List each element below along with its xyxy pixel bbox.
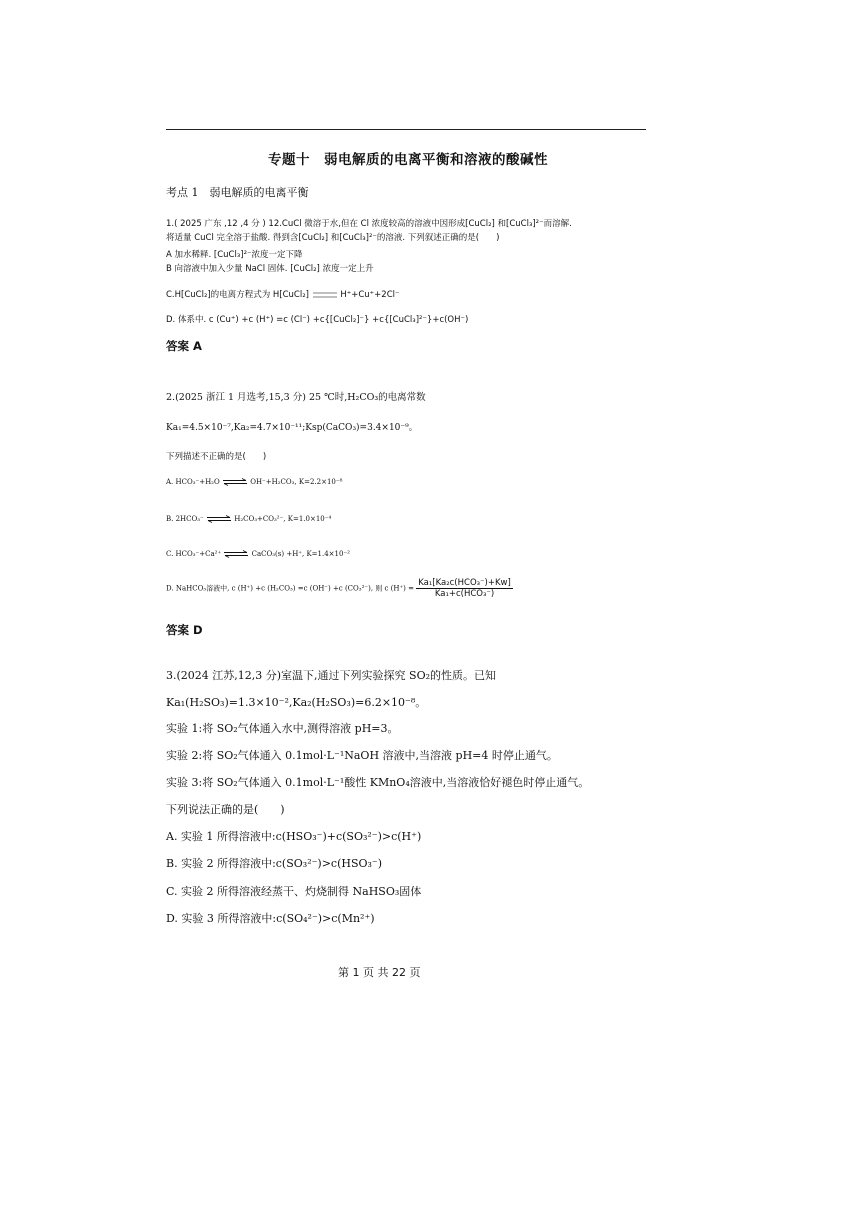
section-heading: 考点 1 弱电解质的电离平衡 (166, 186, 309, 199)
q3-stem: 3.(2024 江苏,12,3 分)室温下,通过下列实验探究 SO₂的性质。已知 (166, 669, 497, 682)
q2-option-a-right: OH⁻+H₂CO₃, K=2.2×10⁻⁸ (250, 478, 343, 486)
q2-option-b-right: H₂CO₃+CO₃²⁻, K=1.0×10⁻⁴ (234, 515, 332, 523)
q1-answer: 答案 A (166, 339, 202, 353)
q3-option-a: A. 实验 1 所得溶液中:c(HSO₃⁻)+c(SO₃²⁻)>c(H⁺) (166, 830, 422, 843)
q1-option-b: B 向溶液中加入少量 NaCl 固体. [CuCl₂] 浓度一定上升 (166, 264, 374, 274)
q2-option-c-left: C. HCO₃⁻+Ca²⁺ (166, 550, 222, 558)
q1-option-d: D. 体系中. c (Cu⁺) +c (H⁺) =c (Cl⁻) +c{[CuCl₂]⁻} +c{[CuCl₃]²⁻}+c(OH⁻) (166, 315, 469, 325)
q2-option-a-left: A. HCO₃⁻+H₂O (166, 478, 220, 486)
q3-constants: Ka₁(H₂SO₃)=1.3×10⁻²,Ka₂(H₂SO₃)=6.2×10⁻⁸。 (166, 696, 427, 709)
equals-sign-icon (312, 291, 338, 299)
q1-stem-line2: 将适量 CuCl 完全溶于盐酸. 得到含[CuCl₂] 和[CuCl₃]²⁻的溶液. 下列叙述正确的是( ) (166, 233, 500, 243)
q2-option-a (166, 478, 342, 486)
q1-option-c-right: H⁺+Cu⁺+2Cl⁻ (340, 290, 400, 300)
header-rule (166, 129, 646, 130)
q3-experiment-2: 实验 2:将 SO₂气体通入 0.1mol·L⁻¹NaOH 溶液中,当溶液 pH=4 时停止通气。 (166, 749, 558, 762)
page-title: 专题十 弱电解质的电离平衡和溶液的酸碱性 (268, 152, 548, 168)
equilibrium-arrow-icon (206, 515, 232, 523)
q3-experiment-1: 实验 1:将 SO₂气体通入水中,测得溶液 pH=3。 (166, 722, 399, 735)
q2-option-d-left: D. NaHCO₃溶液中, c (H⁺) +c (H₂CO₃) =c (OH⁻) +c (CO₃²⁻), 则 c (H⁺) = (166, 584, 414, 593)
q2-prompt: 下列描述不正确的是( ) (166, 452, 267, 462)
q3-prompt: 下列说法正确的是( ) (166, 803, 285, 816)
q1-option-c (166, 288, 399, 300)
q1-option-c-left: C.H[CuCl₂]的电离方程式为 H[CuCl₂] (166, 290, 309, 300)
equilibrium-arrow-icon (222, 478, 248, 486)
q3-option-b: B. 实验 2 所得溶液中:c(SO₃²⁻)>c(HSO₃⁻) (166, 857, 383, 870)
equilibrium-arrow-icon (223, 550, 249, 558)
q1-option-a: A 加水稀释. [CuCl₃]²⁻浓度一定下降 (166, 250, 303, 260)
q2-stem: 2.(2025 浙江 1 月选考,15,3 分) 25 ℃时,H₂CO₃的电离常数 (166, 392, 426, 403)
q2-option-b-left: B. 2HCO₃⁻ (166, 515, 204, 523)
q2-fraction-denominator: Ka₁+c(HCO₃⁻) (434, 589, 495, 599)
page-number: 第 1 页 共 22 页 (338, 966, 421, 979)
q2-answer: 答案 D (166, 623, 203, 637)
q2-fraction-numerator: Ka₁[Ka₂c(HCO₃⁻)+Kw] (418, 578, 511, 588)
q2-fraction (416, 578, 513, 599)
q2-option-c (166, 550, 350, 558)
q3-option-c: C. 实验 2 所得溶液经蒸干、灼烧制得 NaHSO₃固体 (166, 885, 422, 898)
q3-experiment-3: 实验 3:将 SO₂气体通入 0.1mol·L⁻¹酸性 KMnO₄溶液中,当溶液恰好褪色时停止通气。 (166, 776, 590, 789)
q2-option-d (166, 578, 513, 599)
q2-option-c-right: CaCO₃(s) +H⁺, K=1.4×10⁻² (251, 550, 350, 558)
q2-option-b (166, 515, 331, 523)
q1-stem-line1: 1.( 2025 广东 ,12 ,4 分 ) 12.CuCl 微溶于水,但在 Cl 浓度较高的溶液中因形成[CuCl₂] 和[CuCl₃]²⁻而溶解. (166, 219, 572, 229)
q2-constants: Ka₁=4.5×10⁻⁷,Ka₂=4.7×10⁻¹¹;Ksp(CaCO₃)=3.4×10⁻⁹。 (166, 423, 418, 433)
q3-option-d: D. 实验 3 所得溶液中:c(SO₄²⁻)>c(Mn²⁺) (166, 912, 375, 925)
